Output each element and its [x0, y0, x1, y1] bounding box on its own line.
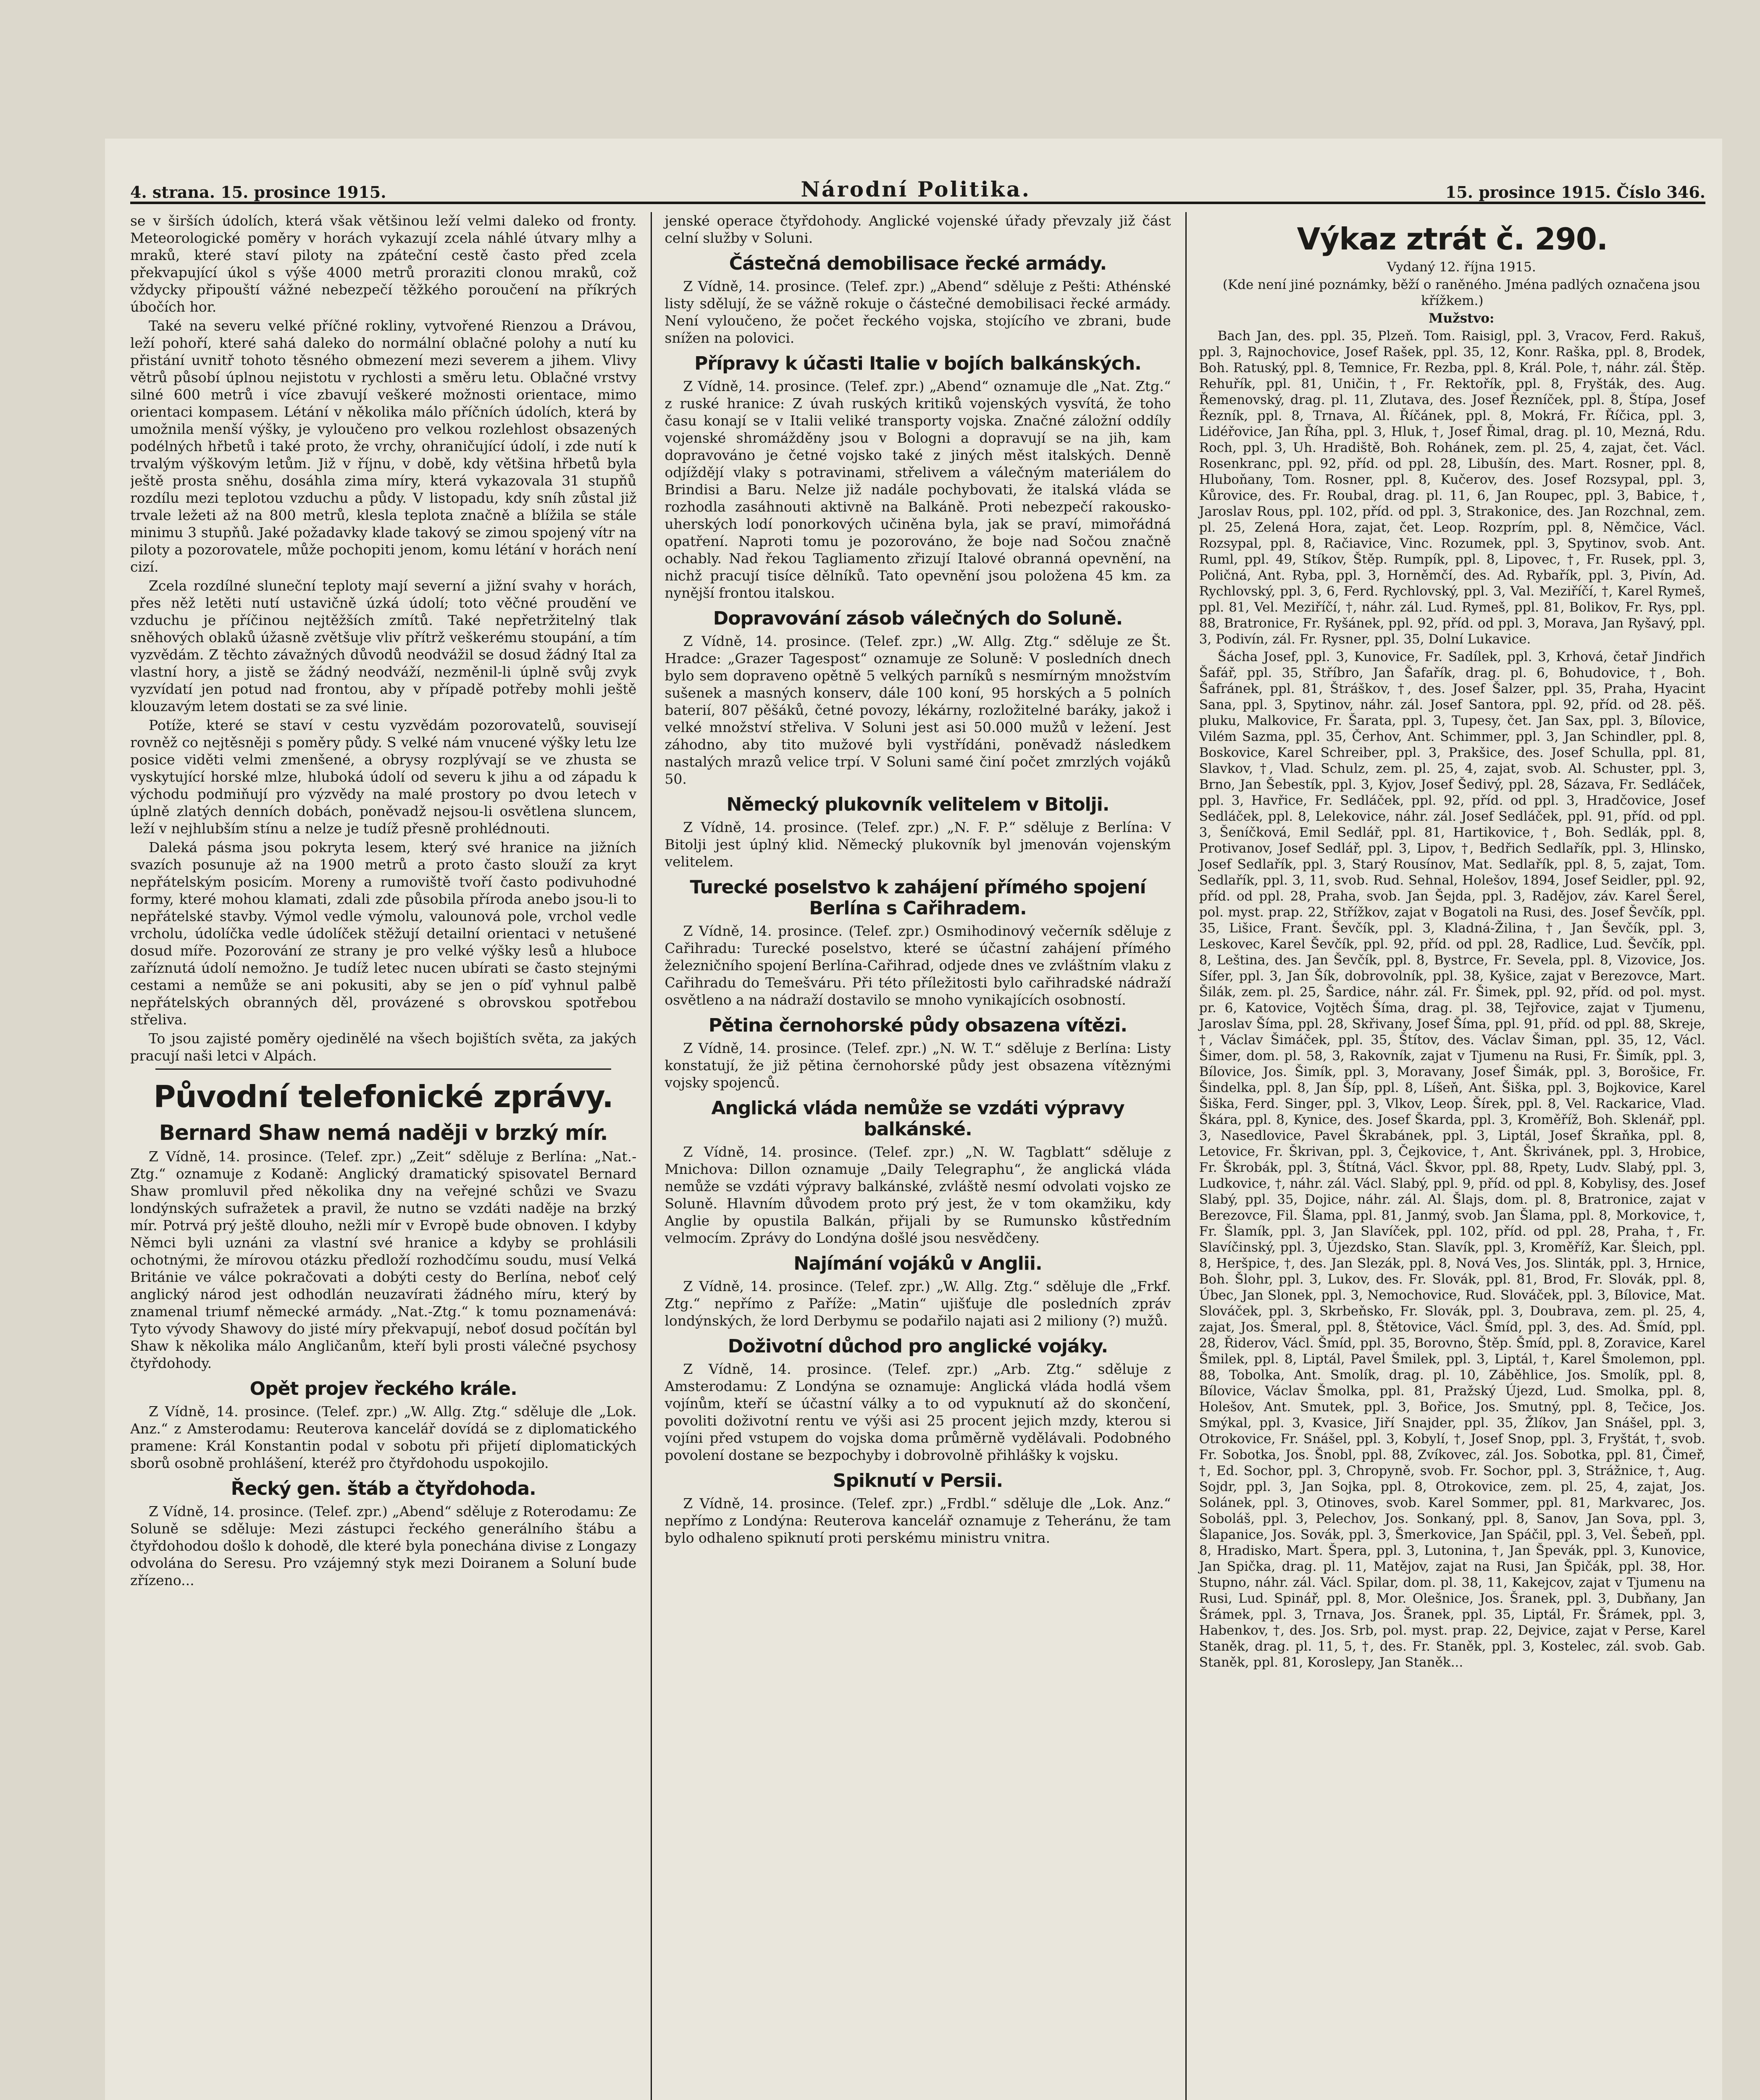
headline-petina: Pětina černohorské půdy obsazena vítězi. [708, 1015, 1127, 1036]
masthead: Národní Politika. [801, 177, 1031, 202]
header-right: 15. prosince 1915. Číslo 346. [1445, 183, 1705, 202]
columns [130, 212, 1705, 2100]
article-text: Daleká pásma jsou pokryta lesem, který své hranice na jižních svazích posunuje až na 1900 metrů a proto často slouží za kryt nepřátelským posicím. Moreny a rumoviště tvoří často podivuhodné formy, které mohou klamati, zdali zde působila příroda anebo jsou-li to nepřátelské stavby. Výmol vedle výmolu, valounová pole, vrchol vedle vrcholu, údolíčka vedle údolíček stěžují detailní orientaci v netušené dosud míře. Pozorování ze strany je pro velké výšky lesů a hluboce zaříznutá údolí nemožno. Je tudíž letec nucen ubírati se často stejnými cestami a nemůže se ani pokusiti, aby se jen o píď vyhnul palbě nepřátelských obranných děl, provázené s obrovskou spotřebou střeliva. [130, 839, 637, 1028]
page-header [130, 155, 1705, 204]
article-text: Z Vídně, 14. prosince. (Telef. zpr.) „Abend“ sděluje z Pešti: Athénské listy sdělují, že se vážně rokuje o částečné demobilisaci řecké armády. Není vyloučeno, že počet řeckého vojska, stojícího ve zbrani, bude snížen na polovici. [665, 278, 1171, 346]
article-text: se v širších údolích, která však většinou leží velmi daleko od fronty. Meteorologické poměry v horách vykazují zcela náhlé útvary mlhy a mraků, které staví piloty na zpáteční cestě často před zcela překvapující úkol s výše 4000 metrů proraziti clonou mraků, což vždycky připouští vážné nebezpečí těžkého poroučení na příkrých úbočích hor. [130, 213, 637, 315]
article-text: Z Vídně, 14. prosince. (Telef. zpr.) „W. Allg. Ztg.“ sděluje ze Št. Hradce: „Grazer Tagespost“ oznamuje ze Soluně: V posledních dnech bylo sem dopraveno opětně 5 velkých parníků s nesmírným množstvím sušenek a masných konserv, dále 100 koní, 95 horských a 5 polních baterií, 807 pěšáků, četné povozy, lékárny, rozložitelné baráky, jakož i velké množství střeliva. V Soluni jest asi 50.000 mužů v ležení. Jest záhodno, aby tito mužové byli vystřídáni, poněvadž následkem nastalých mrazů velice trpí. V Soluni samé činí počet zmrzlých vojáků 50. [665, 633, 1171, 787]
article-text: Z Vídně, 14. prosince. (Telef. zpr.) Osmihodinový večerník sděluje z Cařihradu: Turecké poselstvo, které se účastní zahájení přímého železničního spojení Berlína-Cařihrad, odjede dnes ve zvláštním vlaku z Cařihradu do Temešváru. Při této příležitosti bylo cařihradské nádraží osvětleno a na nádraží dostavilo se mnoho vynikajících osobností. [665, 923, 1171, 1008]
headline-najimani: Najímání vojáků v Anglii. [793, 1253, 1042, 1274]
article-text: Z Vídně, 14. prosince. (Telef. zpr.) „Zeit“ sděluje z Berlína: „Nat.-Ztg.“ oznamuje z Kodaně: Anglický dramatický spisovatel Bernard Shaw promluvil před několika dny na veřejné schůzi ve Svazu londýnských sufražetek a pravil, že nutno se vzdáti naděje na brzký mír. Potrvá prý ještě dlouho, nežli mír v Evropě bude obnoven. I kdyby Němci byli uznáni za vlastní své hranice a kdyby se prohlásili ochotnými, že mírovou otázku předloží rozhodčímu soudu, musí Velká Británie ve válce pokračovati a dobýti cesty do Berlína, neboť celý anglický národ jest odhodlán neuzavírati žádného míru, který by znamenal triumf německé armády. „Nat.-Ztg.“ k tomu poznamenává: Tyto vývody Shawovy do jisté míry překvapují, neboť dosud počítán byl Shaw k několika málo Angličanům, kteří byli prosti válečné psychosy čtyřdohody. [130, 1148, 637, 1371]
article-text: Z Vídně, 14. prosince. (Telef. zpr.) „N. W. Tagblatt“ sděluje z Mnichova: Dillon oznamuje „Daily Telegraphu“, že anglická vláda nemůže se vzdáti výpravy balkánské, zvláště nesmí odvolati vojsko ze Soluně. Hlavním důvodem proto prý jest, že v tom okamžiku, kdy Anglie by opustila Balkán, přijali by se Rumunsko kůstředním velmocím. Zprávy do Londýna došlé jsou nesvědčeny. [665, 1144, 1171, 1246]
list-note: (Kde není jiné poznámky, běží o raněného. Jména padlých označena jsou křížkem.) [1222, 277, 1700, 308]
headline-shaw: Bernard Shaw nemá naději v brzký mír. [159, 1121, 608, 1145]
list-section: Mužstvo: [1429, 311, 1495, 326]
column-2 [651, 212, 1171, 2100]
article-text: Z Vídně, 14. prosince. (Telef. zpr.) „Abend“ sděluje z Roterodamu: Ze Soluně se sděluje: Mezi zástupci řeckého generálního štábu a čtyřdohodou došlo k dohodě, dle které byla ponechána divise z Longazy odvolána do Seresu. Pro vzájemný styk mezi Doiranem a Soluní bude zřízeno... [130, 1503, 637, 1588]
headline-turecke: Turecké poselstvo k zahájení přímého spojení Berlína s Cařihradem. [690, 877, 1146, 919]
header-left: 4. strana. 15. prosince 1915. [130, 183, 386, 202]
headline-dozivotni: Doživotní důchod pro anglické vojáky. [728, 1336, 1108, 1357]
article-text: Zcela rozdílné sluneční teploty mají severní a jižní svahy v horách, přes něž letěti nutí ustavičně úzká údolí; toto věčné proudění ve vzduchu je příčinou nejtěžších zmítů. Také nepřetržitelný tlak sněhových oblaků úžasně zvětšuje vliv přítrž veškerému stoupání, a tím vyzvědám. Z těchto závažných důvodů neodvážil se dosud žádný Ital za vlastní hory, a jistě se žádný neodváží, nezměnil-li úplně svůj zvyk vyzvídatí jen potud nad frontou, aby v případě potřeby mohli ještě klouzavým letem dostati se za své linie. [130, 578, 637, 714]
article-text: Z Vídně, 14. prosince. (Telef. zpr.) „N. W. T.“ sděluje z Berlína: Listy konstatují, že již pětina černohorské půdy jest obsazena vítěznými vojsky spojenců. [665, 1040, 1171, 1091]
headline-recky: Řecký gen. štáb a čtyřdohoda. [231, 1478, 536, 1499]
article-text: Z Vídně, 14. prosince. (Telef. zpr.) „Frdbl.“ sděluje dle „Lok. Anz.“ nepřímo z Londýna: Reuterova kancelář oznamuje z Teheránu, že tam bylo odhaleno spiknutí proti perskému ministru vnitra. [665, 1495, 1171, 1546]
article-text: Z Vídně, 14. prosince. (Telef. zpr.) „Arb. Ztg.“ sděluje z Amsterodamu: Z Londýna se oznamuje: Anglická vláda hodlá všem vojínům, kteří se účastní války a to od vypuknutí až do skončení, povoliti doživotní rentu ve výši asi 25 procent jejich mzdy, kterou si vojíni před vstupem do vojska doma průměrně vydělávali. Podobného povolení dostane se bezpochyby i dobrovolně přihlášky k vojsku. [665, 1361, 1171, 1463]
article-text: Z Vídně, 14. prosince. (Telef. zpr.) „W. Allg. Ztg.“ sděluje dle „Frkf. Ztg.“ nepřímo z Paříže: „Matin“ ujišťuje dle posledních zpráv londýnských, že lord Derbymu se podařilo najati asi 2 miliony (?) mužů. [665, 1278, 1171, 1329]
article-text: jenské operace čtyřdohody. Anglické vojenské úřady převzaly již část celní služby v Soluni. [665, 213, 1171, 246]
article-text: Z Vídně, 14. prosince. (Telef. zpr.) „N. F. P.“ sděluje z Berlína: V Bitolji jest úplný klid. Německý plukovník byl jmenován vojenským velitelem. [665, 819, 1171, 870]
article-text: Z Vídně, 14. prosince. (Telef. zpr.) „W. Allg. Ztg.“ sděluje dle „Lok. Anz.“ z Amsterodamu: Reuterova kancelář dovídá se z diplomatického pramene: Král Konstantin podal v sobotu při přijetí diplomatických sborů osobně prohlášení, kteréž pro čtyřdohodu uspokojilo. [130, 1403, 637, 1471]
article-text: To jsou zajisté poměry ojedinělé na všech bojištích světa, za jakých pracují naši letci v Alpách. [130, 1030, 637, 1064]
headline-anglicka: Anglická vláda nemůže se vzdáti výpravy balkánské. [711, 1097, 1124, 1140]
headline-spiknuti: Spiknutí v Persii. [833, 1470, 1003, 1491]
article-text: Potíže, které se staví v cestu vyzvědám pozorovatelů, souvisejí rovněž co nejtěsněji s poměry půdy. S velké nám vnucené výšky letu lze posice viděti velmi zmenšené, a obrysy rozplývají se ve zhusta se vyskytující horské mlze, hluboká údolí od severu k jihu a od západu k východu podmiňují pro výzvědy na malé prostory po dvou letech v úplně zlatých denních dobách, poněvadž nejsou-li osvětlena sluncem, leží v nejhlubším stínu a nelze je tudíž přesně prohlédnouti. [130, 717, 637, 837]
casualty-list-title: Výkaz ztrát č. 290. [1297, 221, 1608, 257]
divider [155, 1068, 611, 1070]
issued-date: Vydaný 12. října 1915. [1387, 260, 1536, 275]
headline-dopravovani: Dopravování zásob válečných do Soluně. [713, 608, 1123, 629]
column-1 [130, 212, 636, 2100]
article-text: Z Vídně, 14. prosince. (Telef. zpr.) „Abend“ oznamuje dle „Nat. Ztg.“ z ruské hranice: Z úvah ruských kritiků vojenských vysvítá, že toho času konají se v Italii veliké transporty vojska. Značné záložní oddíly vojenské shromážděny jsou v Bologni a dopravují se na jih, kam dopravováno je četné vojsko také z jiných měst italských. Denně odjíždějí vlaky s potravinami, střelivem a válečným materiálem do Brindisi a Baru. Nelze již nadále pochybovati, že italská vláda se rozhodla zasáhnouti aktivně na Balkáně. Proti nebezpečí rakousko-uherských lodí ponorkových učiněna byla, jak se praví, mimořádná opatření. Naproti tomu je pozorováno, že boje nad Sočou značně ochably. Nad řekou Tagliamento zřizují Italové obranná opevnění, na nichž pracují tisíce dělníků. Tato opevnění jsou položena 45 km. za nynější frontou italskou. [665, 378, 1171, 601]
newspaper-page [105, 139, 1722, 2100]
casualty-list: Bach Jan, des. ppl. 35, Plzeň. Tom. Raisigl, ppl. 3, Vracov, Ferd. Rakuš, ppl. 3, Rajnochovice, Josef Rašek, ppl. 35, 12, Konr. Raška, ppl. 8, Brodek, Boh. Ratuský, ppl. 8, Temnice, Fr. Rezba, ppl. 8, Král. Pole, †, náhr. zál. Štěp. Rehuřík, ppl. 81, Uničin, †, Fr. Rektořík, ppl. 8, Fryšták, des. Aug. Řemenovský, drag. pl. 11, Zlutava, des. Josef Řezníček, ppl. 8, Štípa, Josef Řezník, ppl. 8, Trnava, Al. Říčánek, ppl. 8, Mokrá, Fr. Říčica, ppl. 3, Lidéřovice, Jan Říha, ppl. 3, Hluk, †, Josef Řimal, drag. pl. 10, Mezná, Rdu. Roch, ppl. 3, Uh. Hradiště, Boh. Rohánek, zem. pl. 25, 4, zajat, čet. Václ. Rosenkranc, ppl. 92, příd. od ppl. 28, Libušín, des. Mart. Rosner, ppl. 8, Hluboňany, Tom. Rosner, ppl. 8, Kučerov, des. Josef Rozsypal, ppl. 3, Kůrovice, des. Fr. Roubal, drag. pl. 11, 6, Jan Roupec, ppl. 3, Babice, †, Jaroslav Rous, ppl. 102, příd. od ppl. 3, Strakonice, des. Jan Rozchnal, zem. pl. 25, Zelená Hora, zajat, čet. Leop. Rozprím, ppl. 8, Němčice, Václ. Rozsypal, ppl. 8, Račiavice, Vinc. Rozumek, ppl. 3, Spytinov, svob. Ant. Ruml, ppl. 49, Stíkov, Štěp. Rumpík, ppl. 8, Lipovec, †, Fr. Rusek, ppl. 3, Poličná, Ant. Ryba, ppl. 3, Horněmčí, des. Ad. Rybařík, ppl. 3, Pivín, Ad. Rychlovský, ppl. 3, 6, Ferd. Rychlovský, ppl. 3, Val. Meziříčí, †, Karel Rymeš, ppl. 81, Vel. Meziříčí, †, náhr. zál. Lud. Rymeš, ppl. 81, Bolikov, Fr. Rys, ppl. 88, Bratronice, Fr. Ryšánek, ppl. 92, příd. od ppl. 3, Morava, Jan Ryšavý, ppl. 3, Podivín, zál. Fr. Rysner, ppl. 35, Dolní Lukavice. [1199, 328, 1705, 647]
casualty-list: Šácha Josef, ppl. 3, Kunovice, Fr. Sadílek, ppl. 3, Krhová, četař Jindřich Šafář, ppl. 35, Stříbro, Jan Šafařík, drag. pl. 6, Bohudovice, †, Boh. Šafránek, ppl. 81, Štráškov, †, des. Josef Šalzer, ppl. 35, Praha, Hyacint Sana, ppl. 3, Spytinov, náhr. zál. Josef Santora, ppl. 92, příd. od 28. pěš. pluku, Malkovice, Fr. Šarata, ppl. 3, Tupesy, čet. Jan Sax, ppl. 3, Bílovice, Vilém Sazma, ppl. 35, Čerhov, Ant. Schimmer, ppl. 3, Jan Schindler, ppl. 8, Boskovice, Karel Schreiber, ppl. 3, Prakšice, des. Josef Schulla, ppl. 81, Slavkov, †, Vlad. Schulz, zem. pl. 25, 4, zajat, svob. Al. Schuster, ppl. 3, Brno, Jan Šebestík, ppl. 3, Kyjov, Josef Šedivý, ppl. 28, Sázava, Fr. Sedláček, ppl. 3, Havřice, Fr. Sedláček, ppl. 92, příd. od ppl. 3, Hradčovice, Josef Sedláček, ppl. 8, Lelekovice, náhr. zál. Josef Sedláček, ppl. 91, příd. od ppl. 3, Šeníčková, Emil Sedlář, ppl. 81, Hartikovice, †, Boh. Sedlák, ppl. 8, Protivanov, Josef Sedlář, ppl. 3, Lipov, †, Bedřich Sedlařík, ppl. 3, Hlinsko, Josef Sedlařík, ppl. 3, Starý Rousínov, Mat. Sedlařík, ppl. 8, 5, zajat, Tom. Sedlařík, ppl. 3, 11, svob. Rud. Sehnal, Holešov, 1894, Josef Seidler, ppl. 92, příd. od ppl. 28, Praha, svob. Jan Šejda, ppl. 3, Radějov, záv. Karel Šerel, pol. myst. prap. 22, Střížkov, zajat v Bogatoli na Rusi, des. Josef Ševčík, ppl. 35, Lišice, Frant. Ševčík, ppl. 3, Kladná-Žilina, †, Jan Ševčík, ppl. 3, Leskovec, Karel Ševčík, ppl. 92, příd. od ppl. 28, Radlice, Lud. Ševčík, ppl. 8, Leština, des. Jan Ševčík, ppl. 8, Bystrcе, Fr. Sevela, ppl. 8, Vizovice, Jos. Sífer, ppl. 3, Jan Šík, dobrovolník, ppl. 38, Kyšice, zajat v Berezovce, Mart. Šilák, zem. pl. 25, Šardice, náhr. zál. Fr. Šimek, ppl. 92, příd. od pol. myst. pr. 6, Katovice, Vojtěch Šíma, drag. pl. 38, Tejřovice, zajat v Tjumenu, Jaroslav Šíma, ppl. 28, Skřivany, Josef Šíma, ppl. 91, příd. od ppl. 88, Skreje, †, Václav Šimáček, ppl. 35, Štítov, des. Václav Šiman, ppl. 35, 12, Václ. Šimer, dom. pl. 58, 3, Rakovník, zajat v Tjumenu na Rusi, Fr. Šimík, ppl. 3, Bílovice, Jos. Šimík, ppl. 3, Moravany, Josef Šimák, ppl. 3, Borošice, Fr. Šindelka, ppl. 8, Jan Šíp, ppl. 8, Líšeň, Ant. Šiška, ppl. 3, Bojkovice, Karel Šiška, Ferd. Singer, ppl. 3, Vlkov, Leop. Šírek, ppl. 8, Vel. Rackarice, Vlad. Škára, ppl. 8, Kynice, des. Josef Škarda, ppl. 3, Kroměříž, Boh. Sklenář, ppl. 3, Nasedlovice, Pavel Škrabánek, ppl. 3, Liptál, Josef Škraňka, ppl. 8, Letovice, Fr. Škrivan, ppl. 3, Čejkovice, †, Ant. Škrivánek, ppl. 3, Hrobice, Fr. Škrobák, ppl. 3, Štítná, Václ. Škvor, ppl. 88, Rpety, Ludv. Slabý, ppl. 3, Ludkovice, †, náhr. zál. Václ. Slabý, ppl. 9, příd. od ppl. 8, Kobylisy, des. Josef Slabý, ppl. 35, Dojice, náhr. zál. Al. Šlajs, dom. pl. 8, Bratronice, zajat v Berezovce, Fil. Šlama, ppl. 81, Janmý, svob. Jan Šlama, ppl. 8, Morkovice, †, Fr. Šlamík, ppl. 3, Jan Slavíček, ppl. 102, příd. od ppl. 28, Praha, †, Fr. Slavíčinský, ppl. 3, Újezdsko, Stan. Slavík, ppl. 3, Kroměříž, Kar. Šleich, ppl. 8, Heršpice, †, des. Jan Slezák, ppl. 8, Nová Ves, Jos. Slinták, ppl. 3, Hrnice, Boh. Šlohr, ppl. 3, Lukov, des. Fr. Slovák, ppl. 81, Brod, Fr. Slovák, ppl. 8, Úbec, Jan Slonek, ppl. 3, Nemochovice, Rud. Slováček, ppl. 3, Bílovice, Mat. Slováček, ppl. 3, Skrbeňsko, Fr. Slovák, ppl. 3, Doubrava, zem. pl. 25, 4, zajat, Jos. Šmeral, ppl. 8, Štětovice, Václ. Šmíd, ppl. 3, des. Ad. Šmíd, ppl. 28, Řiderov, Václ. Šmíd, ppl. 35, Borovno, Štěp. Šmíd, ppl. 8, Zoravice, Karel Šmilek, ppl. 8, Liptál, Pavel Šmilek, ppl. 3, Liptál, †, Karel Šmolemon, ppl. 88, Tobolka, Ant. Smolík, drag. pl. 10, Záběhlice, Jos. Smolík, ppl. 8, Bílovice, Václav Šmolka, ppl. 81, Pražský Újezd, Lud. Smolka, ppl. 8, Holešov, Ant. Smutek, ppl. 3, Bořice, Jos. Smutný, ppl. 8, Tečice, Jos. Smýkal, ppl. 3, Kvasice, Jiří Snajder, ppl. 35, Žlíkov, Jan Snášel, ppl. 3, Otrokovice, Fr. Snášel, ppl. 3, Kobylí, †, Josef Snop, ppl. 3, Fryštát, †, svob. Fr. Sobotka, Jos. Šnobl, ppl. 88, Zvíkovec, zál. Jos. Sobotka, ppl. 81, Čimeř, †, Ed. Sochor, ppl. 3, Chropyně, svob. Fr. Sochor, ppl. 3, Strážnice, †, Aug. Sojdr, ppl. 3, Jan Sojka, ppl. 8, Otrokovice, zem. pl. 25, 4, zajat, Jos. Solánek, ppl. 3, Otinoves, svob. Karel Sommer, ppl. 81, Markvarec, Jos. Soboláš, ppl. 3, Pelechov, Jos. Sonkaný, ppl. 8, Sanov, Jan Sova, ppl. 3, Šlapanice, Jos. Sovák, ppl. 3, Šmerkovice, Jan Spáčil, ppl. 3, Vel. Šebeň, ppl. 8, Hradisko, Mart. Špera, ppl. 3, Lutonina, †, Jan Špevák, ppl. 3, Kunovice, Jan Spička, drag. pl. 11, Matějov, zajat na Rusi, Jan Špičák, ppl. 38, Hor. Stupno, náhr. zál. Václ. Spilar, dom. pl. 38, 11, Kakejcov, zajat v Tjumenu na Rusi, Lud. Spinář, ppl. 8, Mor. Olešnice, Jos. Šranek, ppl. 3, Dubňany, Jan Šrámek, ppl. 3, Trnava, Jos. Šranek, ppl. 35, Liptál, Fr. Šrámek, ppl. 3, Habenkov, †, des. Jos. Srb, pol. myst. prap. 22, Dejvice, zajat v Perse, Karel Staněk, drag. pl. 11, 5, †, des. Fr. Staněk, ppl. 3, Kostelec, zál. svob. Gab. Staněk, ppl. 81, Koroslepy, Jan Staněk... [1199, 649, 1705, 1670]
section-title: Původní telefonické zprávy. [153, 1079, 613, 1114]
headline-castecna: Částečná demobilisace řecké armády. [729, 253, 1107, 274]
headline-pripravy: Přípravy k účasti Italie v bojích balkánských. [694, 353, 1141, 374]
headline-nemecky: Německý plukovník velitelem v Bitolji. [726, 794, 1109, 815]
article-text: Také na severu velké příčné rokliny, vytvořené Rienzou a Drávou, leží pohoří, které sahá daleko do normální oblačné polohy a nutí ku přistání uvnitř tohoto těsného obmezení mezi severem a jihem. Vlivy větrů působí úplnou nejistotu v rychlosti a směru letu. Oblačné vrstvy silné 600 metrů i více zbavují veškeré možnosti orientace, mimo orientaci kompasem. Létání v několika málo příčních údolích, která by umožnila menší výšky, je vyloučeno pro velkou rozlehlost obsazených podélných hřbetů i také proto, že vrchy, ohraničující údolí, i zde nutí k trvalým výškovým letům. Již v říjnu, v době, kdy většina hřbetů byla ještě prosta sněhu, dosáhla zima míry, která vykazovala 31 stupňů rozdílu mezi teplotou vzduchu a půdy. V listopadu, kdy sníh zůstal již trvale ležeti až na 800 metrů, klesla teplota značně a blížila se stále minimu 3 stupňů. Jaké požadavky klade takový se zimou spojený vítr na piloty a pozorovatele, může pochopiti jenom, komu létání v horách není cizí. [130, 318, 637, 575]
column-3 [1185, 212, 1705, 2100]
headline-opet: Opět projev řeckého krále. [250, 1378, 517, 1399]
